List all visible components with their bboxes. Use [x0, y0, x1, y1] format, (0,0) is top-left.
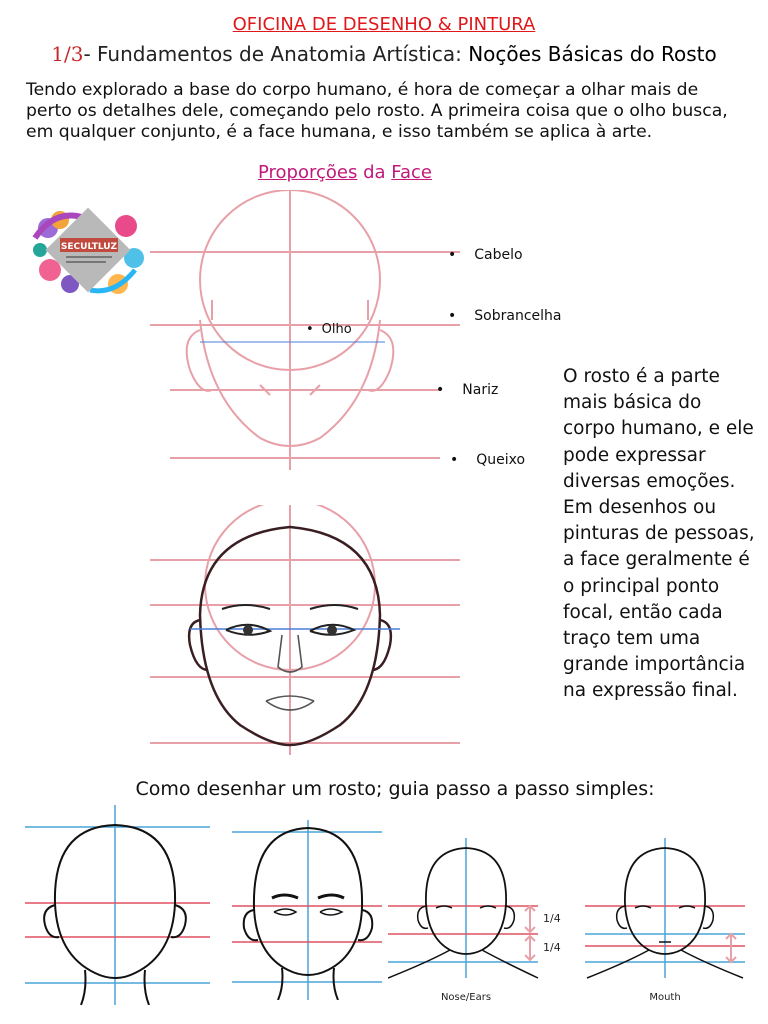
- detailed-face-drawing: [150, 505, 460, 755]
- guide-step-2: [232, 820, 382, 1000]
- label-sobrancelha: • Sobrancelha: [448, 308, 562, 324]
- section-word-proporcoes: Proporções: [258, 162, 358, 183]
- quarter-label-2: 1/4: [543, 941, 561, 954]
- page-title: OFICINA DE DESENHO & PINTURA: [232, 14, 536, 35]
- subtitle-number: 1/3: [51, 42, 84, 66]
- page-subtitle: [0, 42, 768, 66]
- caption-nose-ears: Nose/Ears: [440, 992, 492, 1003]
- label-cabelo: • Cabelo: [448, 247, 523, 263]
- face-proportions-diagram: [150, 190, 460, 470]
- guide-step-3: [388, 838, 574, 1008]
- guide-title: Como desenhar um rosto; guia passo a passo simples:: [135, 778, 655, 800]
- guide-step-1: [25, 805, 210, 1005]
- secultluz-logo: [30, 198, 145, 298]
- section-title: [0, 162, 690, 183]
- quarter-label-1: 1/4: [543, 912, 561, 925]
- intro-paragraph: Tendo explorado a base do corpo humano, é hora de começar a olhar mais de perto os detalhes dele, começando pelo rosto. A primeira coisa que o olho busca, em qualquer conjunto, é a face humana, e isso também se aplica à arte.: [26, 80, 728, 142]
- label-olho: • Olho: [306, 322, 352, 337]
- side-description: O rosto é a parte mais básica do corpo humano, e ele pode expressar diversas emoções. Em desenhos ou pinturas de pessoas, a face geralmente é o principal ponto focal, então cada traço tem uma grande importância na expressão final.: [563, 366, 755, 702]
- section-word-face: Face: [391, 162, 432, 183]
- label-nariz: • Nariz: [436, 382, 499, 398]
- subtitle-strong: Noções Básicas do Rosto: [468, 42, 717, 66]
- subtitle-text: - Fundamentos de Anatomia Artística:: [83, 42, 469, 66]
- guide-step-4: [585, 838, 745, 1008]
- label-queixo: • Queixo: [450, 452, 526, 468]
- caption-mouth: Mouth: [649, 992, 681, 1003]
- logo-text: SECULTLUZ: [60, 242, 118, 252]
- section-word-da: da: [357, 162, 392, 183]
